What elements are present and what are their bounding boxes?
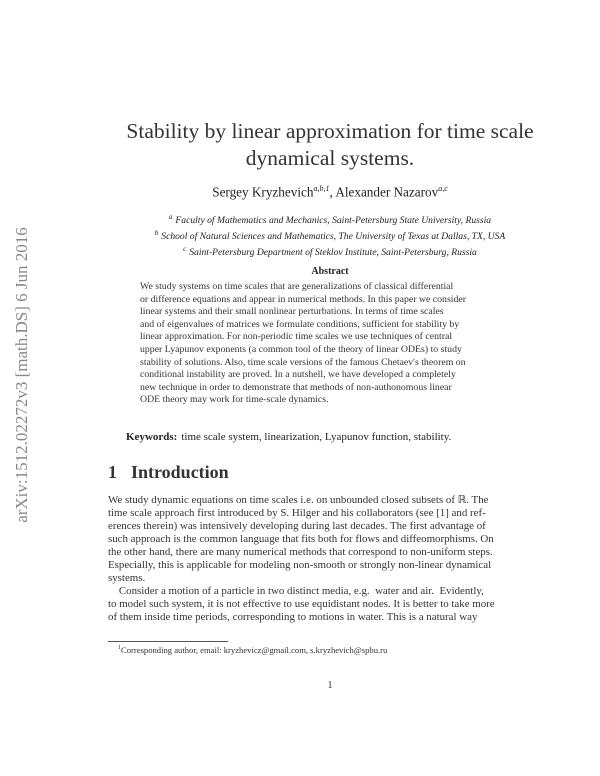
abstract-line: ODE theory may work for time-scale dynamics. — [140, 394, 329, 406]
intro-body — [108, 494, 553, 624]
body-line: systems. — [108, 572, 146, 584]
body-line: erences therein) was intensively developing during last decades. The first advantage of — [108, 520, 486, 532]
abstract-body — [140, 281, 525, 407]
body-line: Consider a motion of a particle in two distinct media, e.g. water and air. Evidently, — [108, 585, 484, 597]
abstract-line: stability of solutions. Also, time scale versions of the famous Chetaev's theorem on — [140, 356, 466, 368]
body-line: such approach is the common language that fits both for flows and diffeomorphisms. On — [108, 533, 494, 545]
abstract-line: We study systems on time scales that are generalizations of classical differential — [140, 281, 454, 292]
section-title: Introduction — [131, 462, 229, 482]
abstract-line: upper Lyapunov exponents (a common tool of the theory of linear ODEs) to study — [140, 343, 462, 355]
page-number: 1 — [327, 680, 333, 691]
arxiv-id: arXiv:1512.02272v3 [math.DS] 6 Jun 2016 — [12, 227, 31, 523]
author-affiliation-marks: a,b,1 — [313, 184, 330, 193]
author-separator: , — [329, 184, 336, 200]
affiliation-text: Faculty of Mathematics and Mechanics, Saint-Petersburg State University, Russia — [175, 215, 492, 227]
arxiv-sidebar-stamp — [2, 190, 42, 560]
body-line: We study dynamic equations on time scales i.e. on unbounded closed subsets of ℝ. The — [108, 494, 489, 506]
affiliation-mark: c — [183, 245, 187, 254]
body-line: to model such system, it is not effective to use equidistant nodes. It is better to take more — [108, 598, 495, 610]
body-line: the other hand, there are many numerical methods that correspond to non-uniform steps. — [108, 546, 493, 558]
affiliation-mark: a — [168, 213, 173, 221]
keywords-label: Keywords: — [126, 431, 178, 443]
author-affiliation-marks: a,c — [438, 184, 448, 193]
section-heading — [108, 462, 229, 483]
footnote — [118, 645, 387, 655]
body-line: time scale approach first introduced by S. Hilger and his collaborators (see [1] and ref- — [108, 507, 486, 519]
affiliations — [100, 211, 560, 260]
abstract-line: conditional instability are proved. In a nutshell, we have developed a completely — [140, 369, 456, 381]
abstract-line: linear approximation. For non-periodic time scales we use techniques of central — [140, 331, 453, 343]
affiliation-line — [100, 243, 560, 259]
title-line: Stability by linear approximation for time scale — [126, 119, 534, 143]
affiliation-line — [100, 211, 560, 227]
affiliation-text: Saint-Petersburg Department of Steklov Institute, Saint-Petersburg, Russia — [189, 247, 477, 259]
section-number: 1 — [108, 462, 117, 482]
abstract-line: or difference equations and appear in numerical methods. In this paper we consider — [140, 293, 466, 305]
author-name: Alexander Nazarov — [335, 184, 439, 200]
abstract-line: new technique in order to demonstrate that methods of non-authonomous linear — [140, 381, 452, 393]
abstract-heading: Abstract — [311, 266, 349, 277]
author-name: Sergey Kryzhevich — [212, 184, 314, 200]
body-line: of them inside time periods, corresponding to motions in water. This is a natural way — [108, 611, 478, 623]
keywords — [126, 431, 451, 443]
affiliation-line — [100, 227, 560, 243]
abstract-line: linear systems and their small nonlinear perturbations. In terms of time scales — [140, 306, 444, 318]
footnote-rule — [108, 641, 228, 642]
affiliation-mark: b — [154, 229, 159, 238]
keywords-text: time scale system, linearization, Lyapunov function, stability. — [181, 431, 452, 443]
footnote-text: Corresponding author, email: kryzhevicz@gmail.com, s.kryzhevich@spbu.ru — [121, 645, 388, 655]
author-list — [100, 184, 560, 200]
paper-title — [100, 118, 560, 172]
title-line: dynamical systems. — [245, 146, 415, 170]
body-line: Especially, this is applicable for modeling non-smooth or strongly non-linear dynamical — [108, 559, 492, 571]
abstract-line: and of eigenvalues of matrices we formulate conditions, sufficient for stability by — [140, 318, 460, 330]
affiliation-text: School of Natural Sciences and Mathematics, The University of Texas at Dallas, TX, USA — [161, 231, 506, 243]
footnote-mark: 1 — [118, 645, 121, 652]
